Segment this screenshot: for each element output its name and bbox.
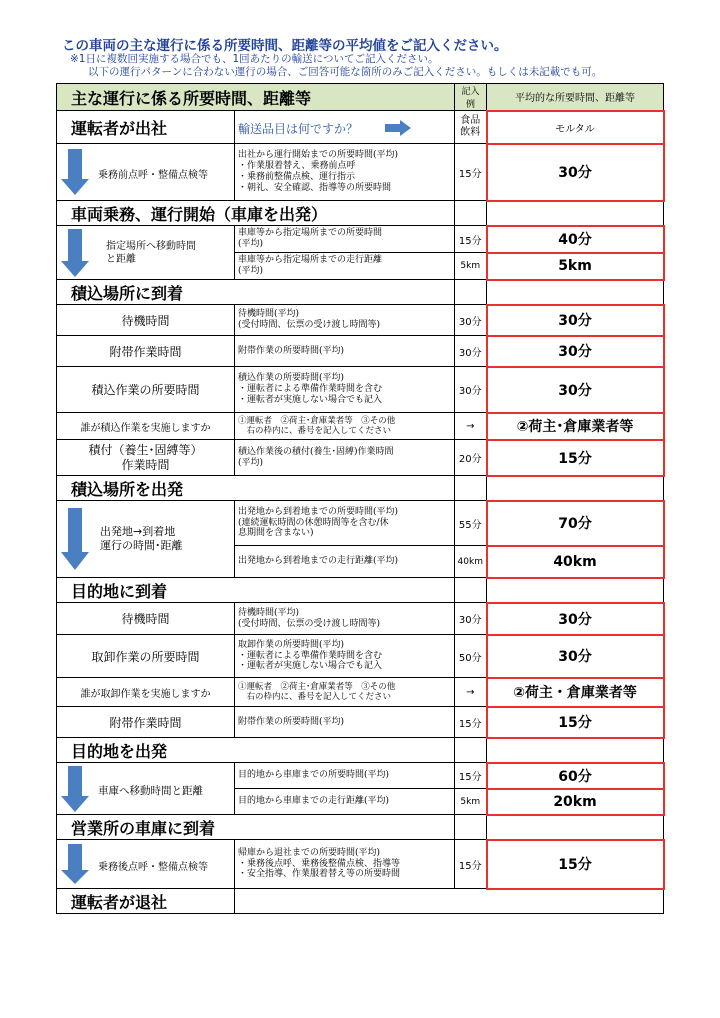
secure-example: 20分 bbox=[455, 440, 487, 476]
cargo-question-cell bbox=[235, 111, 455, 144]
return-cell bbox=[57, 763, 235, 815]
row-load-depart bbox=[57, 476, 664, 501]
row-pre-check bbox=[57, 144, 664, 201]
move-dist-desc: 車庫等から指定場所までの走行距離 (平均) bbox=[235, 253, 455, 280]
return-dist-example: 5km bbox=[455, 789, 487, 815]
move-time-example: 15分 bbox=[455, 226, 487, 253]
cargo-question: 輸送品目は何ですか？ bbox=[238, 121, 359, 136]
aux1-desc: 附帯作業の所要時間(平均) bbox=[235, 336, 455, 367]
post-check-example: 15分 bbox=[455, 840, 487, 889]
down-arrow-icon bbox=[61, 229, 89, 277]
move-time-answer-field[interactable]: 40分 bbox=[487, 226, 664, 253]
return-time-answer-field[interactable]: 60分 bbox=[487, 763, 664, 789]
aux1-example: 30分 bbox=[455, 336, 487, 367]
unloader-example: → bbox=[455, 678, 487, 707]
cargo-answer-field[interactable]: モルタル bbox=[487, 111, 664, 144]
load-label: 積込作業の所要時間 bbox=[57, 367, 235, 413]
operation-time-table bbox=[56, 83, 665, 914]
wait1-desc: 待機時間(平均) (受付時間、伝票の受け渡し時間等) bbox=[235, 305, 455, 336]
post-check-answer-field[interactable]: 15分 bbox=[487, 840, 664, 889]
move-dist-answer-field[interactable]: 5km bbox=[487, 253, 664, 280]
step-vehicle-start: 車両乗務、運行開始（車庫を出発） bbox=[57, 201, 455, 226]
row-load-arrive bbox=[57, 280, 664, 305]
form-note-1: ※1日に複数回実施する場合でも、1回あたりの輸送についてご記入ください。 bbox=[70, 53, 439, 65]
unloader-desc: ①運転者 ②荷主･倉庫業者等 ③その他 右の枠内に、番号を記入してください bbox=[235, 678, 455, 707]
aux2-answer-field[interactable]: 15分 bbox=[487, 707, 664, 738]
row-return-time bbox=[57, 763, 664, 789]
row-secure bbox=[57, 440, 664, 476]
row-travel-time bbox=[57, 501, 664, 546]
unload-answer-field[interactable]: 30分 bbox=[487, 635, 664, 678]
row-move-time bbox=[57, 226, 664, 253]
down-arrow-icon bbox=[61, 766, 89, 812]
down-arrow-icon bbox=[61, 149, 89, 195]
row-wait1 bbox=[57, 305, 664, 336]
cargo-example: 食品 飲料 bbox=[455, 111, 487, 144]
return-dist-desc: 目的地から車庫までの走行距離(平均) bbox=[235, 789, 455, 815]
return-time-example: 15分 bbox=[455, 763, 487, 789]
row-driver-leave bbox=[57, 889, 664, 914]
post-check-cell bbox=[57, 840, 235, 889]
unload-example: 50分 bbox=[455, 635, 487, 678]
row-post-check bbox=[57, 840, 664, 889]
return-time-desc: 目的地から車庫までの所要時間(平均) bbox=[235, 763, 455, 789]
step-load-arrive: 積込場所に到着 bbox=[57, 280, 455, 305]
row-aux1 bbox=[57, 336, 664, 367]
row-driver-arrive bbox=[57, 111, 664, 144]
travel-time-desc: 出発地から到着地までの所要時間(平均) (連続運転時間の休憩時間等を含む/休 息期間を含まない) bbox=[235, 501, 455, 546]
unloader-answer-field[interactable]: ②荷主・倉庫業者等 bbox=[487, 678, 664, 707]
step-garage-arrive: 営業所の車庫に到着 bbox=[57, 815, 455, 840]
row-unload-work bbox=[57, 635, 664, 678]
pre-check-answer-field[interactable]: 30分 bbox=[487, 144, 664, 201]
step-dest-arrive: 目的地に到着 bbox=[57, 578, 455, 603]
load-example: 30分 bbox=[455, 367, 487, 413]
move-time-desc: 車庫等から指定場所までの所要時間 (平均) bbox=[235, 226, 455, 253]
load-desc: 積込作業の所要時間(平均) ・運転者による準備作業時間を含む ・運転者が実施しない場合でも記入 bbox=[235, 367, 455, 413]
right-arrow-icon bbox=[385, 120, 411, 136]
row-loader-question bbox=[57, 413, 664, 440]
row-load-work bbox=[57, 367, 664, 413]
pre-check-cell bbox=[57, 144, 235, 201]
pre-check-desc: 出社から運行開始までの所要時間(平均) ・作業服着替え、乗務前点呼 ・乗務前整備点検、運行指示 ・朝礼、安全確認、指導等の所要時間 bbox=[235, 144, 455, 201]
wait2-example: 30分 bbox=[455, 603, 487, 635]
row-dest-arrive bbox=[57, 578, 664, 603]
move-label: 指定場所へ移動時間 と距離 bbox=[106, 240, 196, 265]
row-garage-arrive bbox=[57, 815, 664, 840]
return-label: 車庫へ移動時間と距離 bbox=[98, 784, 203, 797]
secure-answer-field[interactable]: 15分 bbox=[487, 440, 664, 476]
down-arrow-icon bbox=[61, 508, 89, 570]
row-dest-depart bbox=[57, 738, 664, 763]
row-aux2 bbox=[57, 707, 664, 738]
form-note-2: 以下の運行パターンに合わない運行の場合、ご回答可能な箇所のみご記入ください。もしくは未記載でも可。 bbox=[88, 66, 603, 78]
wait1-example: 30分 bbox=[455, 305, 487, 336]
step-dest-depart: 目的地を出発 bbox=[57, 738, 455, 763]
wait2-label: 待機時間 bbox=[57, 603, 235, 635]
pre-check-label: 乗務前点呼・整備点検等 bbox=[98, 169, 208, 181]
wait2-answer-field[interactable]: 30分 bbox=[487, 603, 664, 635]
unload-label: 取卸作業の所要時間 bbox=[57, 635, 235, 678]
wait1-label: 待機時間 bbox=[57, 305, 235, 336]
down-arrow-icon bbox=[61, 844, 89, 884]
return-dist-answer-field[interactable]: 20km bbox=[487, 789, 664, 815]
move-dist-example: 5km bbox=[455, 253, 487, 280]
aux2-desc: 附帯作業の所要時間(平均) bbox=[235, 707, 455, 738]
aux1-answer-field[interactable]: 30分 bbox=[487, 336, 664, 367]
travel-dist-example: 40km bbox=[455, 546, 487, 578]
unloader-question: 誰が取卸作業を実施しますか bbox=[57, 678, 235, 707]
travel-dist-answer-field[interactable]: 40km bbox=[487, 546, 664, 578]
travel-dist-desc: 出発地から到着地までの走行距離(平均) bbox=[235, 546, 455, 578]
row-wait2 bbox=[57, 603, 664, 635]
table-title-row bbox=[57, 84, 664, 111]
step-driver-leave: 運転者が退社 bbox=[57, 889, 235, 914]
travel-label: 出発地→到着地 運行の時間･距離 bbox=[100, 524, 183, 552]
loader-question: 誰が積込作業を実施しますか bbox=[57, 413, 235, 440]
wait2-desc: 待機時間(平均) (受付時間、伝票の受け渡し時間等) bbox=[235, 603, 455, 635]
table-title: 主な運行に係る所要時間、距離等 bbox=[57, 84, 455, 111]
travel-time-example: 55分 bbox=[455, 501, 487, 546]
unload-desc: 取卸作業の所要時間(平均) ・運転者による準備作業時間を含む ・運転者が実施しない場合でも記入 bbox=[235, 635, 455, 678]
step-load-depart: 積込場所を出発 bbox=[57, 476, 455, 501]
post-check-desc: 帰庫から退社までの所要時間(平均) ・乗務後点呼、乗務後整備点検、指導等 ・安全指導、作業服着替え等の所要時間 bbox=[235, 840, 455, 889]
aux2-label: 附帯作業時間 bbox=[57, 707, 235, 738]
loader-example: → bbox=[455, 413, 487, 440]
step-driver-arrive: 運転者が出社 bbox=[57, 111, 235, 144]
loader-answer-field[interactable]: ②荷主･倉庫業者等 bbox=[487, 413, 664, 440]
load-answer-field[interactable]: 30分 bbox=[487, 367, 664, 413]
form-header-title: この車両の主な運行に係る所要時間、距離等の平均値をご記入ください。 bbox=[62, 38, 508, 54]
secure-desc: 積込作業後の積付(養生･固縛)作業時間 (平均) bbox=[235, 440, 455, 476]
row-unloader-question bbox=[57, 678, 664, 707]
wait1-answer-field[interactable]: 30分 bbox=[487, 305, 664, 336]
secure-label: 積付（養生･固縛等） 作業時間 bbox=[57, 440, 235, 476]
row-vehicle-start bbox=[57, 201, 664, 226]
example-column-header: 記入例 bbox=[455, 84, 487, 111]
move-cell bbox=[57, 226, 235, 280]
post-check-label: 乗務後点呼・整備点検等 bbox=[98, 861, 208, 873]
travel-cell bbox=[57, 501, 235, 578]
aux1-label: 附帯作業時間 bbox=[57, 336, 235, 367]
average-column-header: 平均的な所要時間、距離等 bbox=[487, 84, 664, 111]
loader-desc: ①運転者 ②荷主･倉庫業者等 ③その他 右の枠内に、番号を記入してください bbox=[235, 413, 455, 440]
travel-time-answer-field[interactable]: 70分 bbox=[487, 501, 664, 546]
aux2-example: 15分 bbox=[455, 707, 487, 738]
pre-check-example: 15分 bbox=[455, 144, 487, 201]
